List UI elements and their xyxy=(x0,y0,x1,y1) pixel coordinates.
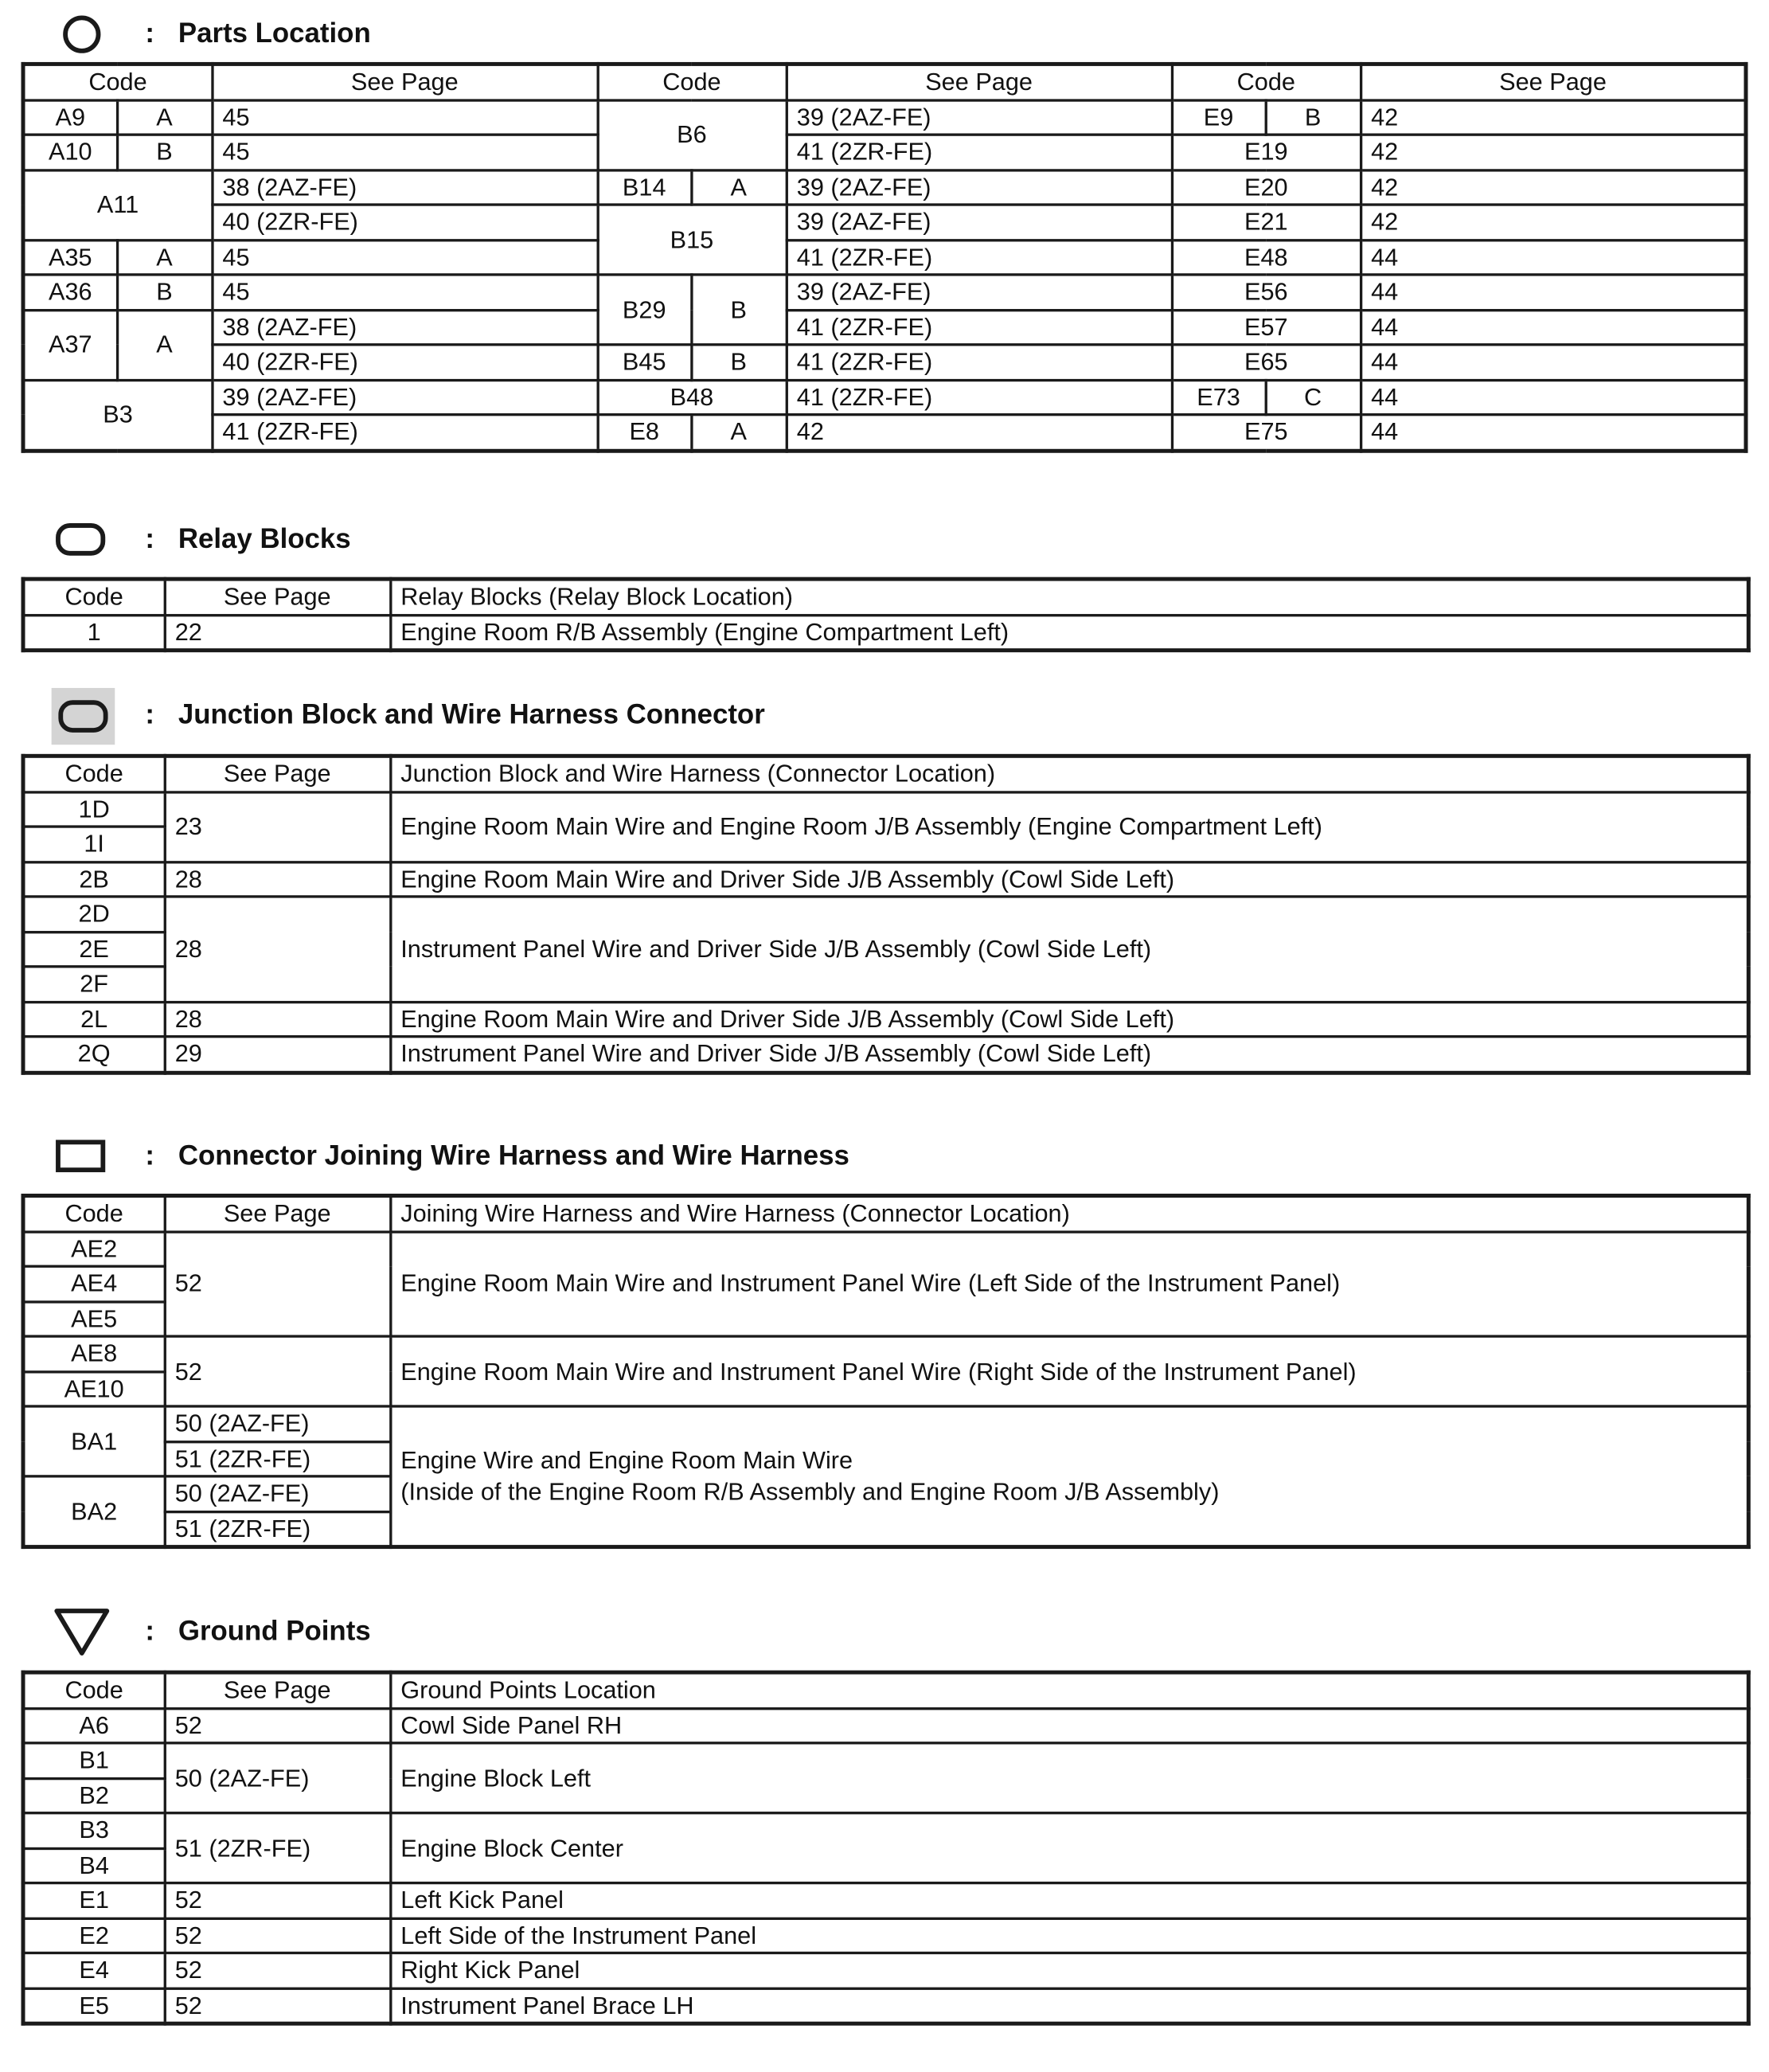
see-page-value: 23 xyxy=(164,792,390,862)
column-header-code: Code xyxy=(1172,64,1361,100)
code-value: 2F xyxy=(23,967,164,1002)
colon: : xyxy=(145,1140,155,1171)
header-row xyxy=(23,1196,1748,1232)
description-line: Engine Wire and Engine Room Main Wire xyxy=(400,1445,853,1474)
part-code: A35 xyxy=(23,240,117,275)
see-page-value: 41 (2ZR-FE) xyxy=(787,135,1172,170)
see-page-value: 42 xyxy=(787,415,1172,451)
location-description xyxy=(390,1883,1748,1918)
see-page-value: 41 (2ZR-FE) xyxy=(787,310,1172,345)
description-line: Right Kick Panel xyxy=(400,1956,580,1984)
location-description xyxy=(390,1708,1748,1743)
column-header-code: Code xyxy=(23,756,164,792)
ground-points-table xyxy=(21,1671,1751,2026)
part-code: B6 xyxy=(597,100,786,170)
table-row xyxy=(23,170,1746,205)
column-header-see-page: See Page xyxy=(212,64,597,100)
code-value: A6 xyxy=(23,1708,164,1743)
table-row xyxy=(23,1406,1748,1441)
code-value: 2B xyxy=(23,862,164,897)
code-value: 2Q xyxy=(23,1037,164,1073)
part-connector-letter: B xyxy=(117,135,212,170)
code-value: E1 xyxy=(23,1883,164,1918)
part-code: A37 xyxy=(23,310,117,380)
circle-icon xyxy=(50,8,114,61)
column-header-location: Joining Wire Harness and Wire Harness (Connector Location) xyxy=(390,1196,1748,1232)
see-page-value: 38 (2AZ-FE) xyxy=(212,170,597,205)
part-code: E19 xyxy=(1172,135,1361,170)
see-page-value: 52 xyxy=(164,1953,390,1988)
description-line: Engine Room Main Wire and Engine Room J/B Assembly (Engine Compartment Left) xyxy=(400,811,1322,840)
see-page-value: 44 xyxy=(1361,415,1746,451)
see-page-value: 28 xyxy=(164,862,390,897)
see-page-value: 45 xyxy=(212,240,597,275)
column-header-see-page: See Page xyxy=(164,579,390,615)
column-header-location: Junction Block and Wire Harness (Connector Location) xyxy=(390,756,1748,792)
location-description xyxy=(390,897,1748,1002)
part-connector-letter: B xyxy=(117,275,212,310)
part-connector-letter: A xyxy=(117,100,212,135)
connector-joining-table xyxy=(21,1194,1751,1549)
see-page-value: 52 xyxy=(164,1231,390,1336)
see-page-value: 39 (2AZ-FE) xyxy=(787,170,1172,205)
location-description xyxy=(390,1406,1748,1547)
column-header-see-page: See Page xyxy=(164,1196,390,1232)
colon: : xyxy=(145,18,155,49)
location-description xyxy=(390,1231,1748,1336)
see-page-value: 51 (2ZR-FE) xyxy=(164,1511,390,1547)
part-code: B48 xyxy=(597,380,786,415)
header-row xyxy=(23,1672,1748,1708)
part-code: A11 xyxy=(23,170,212,240)
part-connector-letter: A xyxy=(691,415,786,451)
description-line: Engine Room R/B Assembly (Engine Compartment Left) xyxy=(400,617,1009,646)
table-row xyxy=(23,615,1748,651)
section-title: Connector Joining Wire Harness and Wire Harness xyxy=(178,1140,849,1171)
rounded-rect-icon xyxy=(50,514,114,566)
see-page-value: 39 (2AZ-FE) xyxy=(787,275,1172,310)
see-page-value: 44 xyxy=(1361,380,1746,415)
part-connector-letter: A xyxy=(117,310,212,380)
location-description xyxy=(390,615,1748,651)
column-header-code: Code xyxy=(23,1196,164,1232)
part-connector-letter: A xyxy=(691,170,786,205)
see-page-value: 44 xyxy=(1361,275,1746,310)
table-row xyxy=(23,1918,1748,1953)
part-code: E75 xyxy=(1172,415,1361,451)
code-value: 2L xyxy=(23,1002,164,1037)
see-page-value: 52 xyxy=(164,1336,390,1406)
see-page-value: 39 (2AZ-FE) xyxy=(787,100,1172,135)
triangle-down-icon xyxy=(50,1605,114,1658)
table-row xyxy=(23,1708,1748,1743)
column-header-see-page: See Page xyxy=(1361,64,1746,100)
code-value: E4 xyxy=(23,1953,164,1988)
table-row xyxy=(23,100,1746,135)
description-line: Instrument Panel Wire and Driver Side J/B Assembly (Cowl Side Left) xyxy=(400,1039,1152,1068)
see-page-value: 42 xyxy=(1361,170,1746,205)
part-code: E73 xyxy=(1172,380,1266,415)
table-row xyxy=(23,862,1748,897)
description-line: Engine Room Main Wire and Driver Side J/B Assembly (Cowl Side Left) xyxy=(400,1004,1175,1033)
description-line: Engine Room Main Wire and Instrument Panel Wire (Right Side of the Instrument Panel) xyxy=(400,1356,1357,1385)
table-row xyxy=(23,415,1746,451)
code-value: AE2 xyxy=(23,1231,164,1266)
see-page-value: 44 xyxy=(1361,310,1746,345)
description-line: Cowl Side Panel RH xyxy=(400,1710,623,1739)
location-description xyxy=(390,1743,1748,1813)
part-connector-letter: A xyxy=(117,240,212,275)
header-row xyxy=(23,579,1748,615)
column-header-code: Code xyxy=(597,64,786,100)
see-page-value: 39 (2AZ-FE) xyxy=(787,205,1172,240)
see-page-value: 41 (2ZR-FE) xyxy=(787,380,1172,415)
part-code: B14 xyxy=(597,170,691,205)
code-value: AE4 xyxy=(23,1266,164,1301)
column-header-location: Relay Blocks (Relay Block Location) xyxy=(390,579,1748,615)
see-page-value: 51 (2ZR-FE) xyxy=(164,1813,390,1883)
see-page-value: 45 xyxy=(212,275,597,310)
see-page-value: 39 (2AZ-FE) xyxy=(212,380,597,415)
code-value: 1 xyxy=(23,615,164,651)
location-description xyxy=(390,792,1748,862)
see-page-value: 52 xyxy=(164,1708,390,1743)
section-title: Ground Points xyxy=(178,1616,371,1647)
part-code: E48 xyxy=(1172,240,1361,275)
part-code: A9 xyxy=(23,100,117,135)
colon: : xyxy=(145,1616,155,1647)
code-value: AE5 xyxy=(23,1301,164,1336)
see-page-value: 52 xyxy=(164,1988,390,2023)
see-page-value: 28 xyxy=(164,897,390,1002)
table-row xyxy=(23,1002,1748,1037)
part-connector-letter: B xyxy=(691,345,786,380)
code-value: B4 xyxy=(23,1848,164,1883)
code-value: B3 xyxy=(23,1813,164,1848)
part-code: B15 xyxy=(597,205,786,275)
column-header-code: Code xyxy=(23,64,212,100)
see-page-value: 40 (2ZR-FE) xyxy=(212,345,597,380)
column-header-location: Ground Points Location xyxy=(390,1672,1748,1708)
see-page-value: 42 xyxy=(1361,135,1746,170)
part-code: E65 xyxy=(1172,345,1361,380)
location-description xyxy=(390,1988,1748,2023)
table-row xyxy=(23,380,1746,415)
code-value: BA2 xyxy=(23,1476,164,1547)
see-page-value: 45 xyxy=(212,100,597,135)
section-title: Relay Blocks xyxy=(178,524,351,555)
code-value: E5 xyxy=(23,1988,164,2023)
location-description xyxy=(390,1953,1748,1988)
table-row xyxy=(23,310,1746,345)
description-line: Engine Room Main Wire and Instrument Panel Wire (Left Side of the Instrument Panel) xyxy=(400,1269,1341,1297)
see-page-value: 44 xyxy=(1361,345,1746,380)
location-description xyxy=(390,862,1748,897)
table-row xyxy=(23,1813,1748,1848)
table-row xyxy=(23,1231,1748,1266)
description-line: Engine Block Center xyxy=(400,1833,623,1862)
part-code: E9 xyxy=(1172,100,1266,135)
location-description xyxy=(390,1002,1748,1037)
see-page-value: 42 xyxy=(1361,100,1746,135)
relay-blocks-table xyxy=(21,577,1751,653)
part-code: B45 xyxy=(597,345,691,380)
table-row xyxy=(23,1336,1748,1371)
code-value: AE8 xyxy=(23,1336,164,1371)
column-header-code: Code xyxy=(23,1672,164,1708)
code-value: B1 xyxy=(23,1743,164,1778)
see-page-value: 52 xyxy=(164,1918,390,1953)
table-row xyxy=(23,792,1748,827)
column-header-see-page: See Page xyxy=(164,756,390,792)
location-description xyxy=(390,1336,1748,1406)
location-description xyxy=(390,1918,1748,1953)
description-line: Engine Block Left xyxy=(400,1763,592,1792)
see-page-value: 41 (2ZR-FE) xyxy=(787,345,1172,380)
see-page-value: 50 (2AZ-FE) xyxy=(164,1476,390,1511)
part-connector-letter: C xyxy=(1265,380,1360,415)
see-page-value: 38 (2AZ-FE) xyxy=(212,310,597,345)
see-page-value: 44 xyxy=(1361,240,1746,275)
table-row xyxy=(23,275,1746,310)
table-row xyxy=(23,135,1746,170)
table-row xyxy=(23,205,1746,240)
part-connector-letter: B xyxy=(1265,100,1360,135)
see-page-value: 50 (2AZ-FE) xyxy=(164,1406,390,1441)
part-code: A10 xyxy=(23,135,117,170)
code-value: 1D xyxy=(23,792,164,827)
location-description xyxy=(390,1813,1748,1883)
rectangle-icon xyxy=(50,1130,114,1183)
see-page-value: 42 xyxy=(1361,205,1746,240)
section-title: Junction Block and Wire Harness Connector xyxy=(178,699,765,730)
part-code: A36 xyxy=(23,275,117,310)
part-code: B3 xyxy=(23,380,212,451)
table-row xyxy=(23,240,1746,275)
see-page-value: 28 xyxy=(164,1002,390,1037)
see-page-value: 52 xyxy=(164,1883,390,1918)
see-page-value: 40 (2ZR-FE) xyxy=(212,205,597,240)
see-page-value: 51 (2ZR-FE) xyxy=(164,1441,390,1476)
colon: : xyxy=(145,524,155,555)
code-value: 2D xyxy=(23,897,164,932)
table-row xyxy=(23,345,1746,380)
description-line: Instrument Panel Brace LH xyxy=(400,1991,694,2019)
junction-block-table xyxy=(21,754,1751,1074)
section-title: Parts Location xyxy=(178,18,371,49)
see-page-value: 29 xyxy=(164,1037,390,1073)
part-code: E20 xyxy=(1172,170,1361,205)
part-connector-letter: B xyxy=(691,275,786,345)
see-page-value: 41 (2ZR-FE) xyxy=(787,240,1172,275)
part-code: E21 xyxy=(1172,205,1361,240)
column-header-see-page: See Page xyxy=(787,64,1172,100)
column-header-see-page: See Page xyxy=(164,1672,390,1708)
part-code: E8 xyxy=(597,415,691,451)
code-value: 2E xyxy=(23,932,164,967)
part-code: E56 xyxy=(1172,275,1361,310)
part-code: E57 xyxy=(1172,310,1361,345)
code-value: E2 xyxy=(23,1918,164,1953)
header-row xyxy=(23,756,1748,792)
table-row xyxy=(23,1883,1748,1918)
see-page-value: 50 (2AZ-FE) xyxy=(164,1743,390,1813)
table-row xyxy=(23,1988,1748,2023)
code-value: AE10 xyxy=(23,1371,164,1406)
description-line: (Inside of the Engine Room R/B Assembly and Engine Room J/B Assembly) xyxy=(400,1477,1220,1506)
code-value: 1I xyxy=(23,827,164,862)
part-code: B29 xyxy=(597,275,691,345)
description-line: Instrument Panel Wire and Driver Side J/B Assembly (Cowl Side Left) xyxy=(400,934,1152,963)
table-row xyxy=(23,1743,1748,1778)
table-row xyxy=(23,897,1748,932)
see-page-value: 45 xyxy=(212,135,597,170)
column-header-code: Code xyxy=(23,579,164,615)
code-value: B2 xyxy=(23,1778,164,1813)
description-line: Left Kick Panel xyxy=(400,1886,564,1914)
see-page-value: 22 xyxy=(164,615,390,651)
table-row xyxy=(23,1037,1748,1073)
header-row xyxy=(23,64,1746,100)
colon: : xyxy=(145,699,155,730)
code-value: BA1 xyxy=(23,1406,164,1476)
description-line: Left Side of the Instrument Panel xyxy=(400,1921,757,1949)
shaded-rounded-rect-icon xyxy=(52,688,115,745)
location-description xyxy=(390,1037,1748,1073)
see-page-value: 41 (2ZR-FE) xyxy=(212,415,597,451)
parts-location-table xyxy=(21,62,1748,452)
table-row xyxy=(23,1953,1748,1988)
description-line: Engine Room Main Wire and Driver Side J/B Assembly (Cowl Side Left) xyxy=(400,864,1175,893)
